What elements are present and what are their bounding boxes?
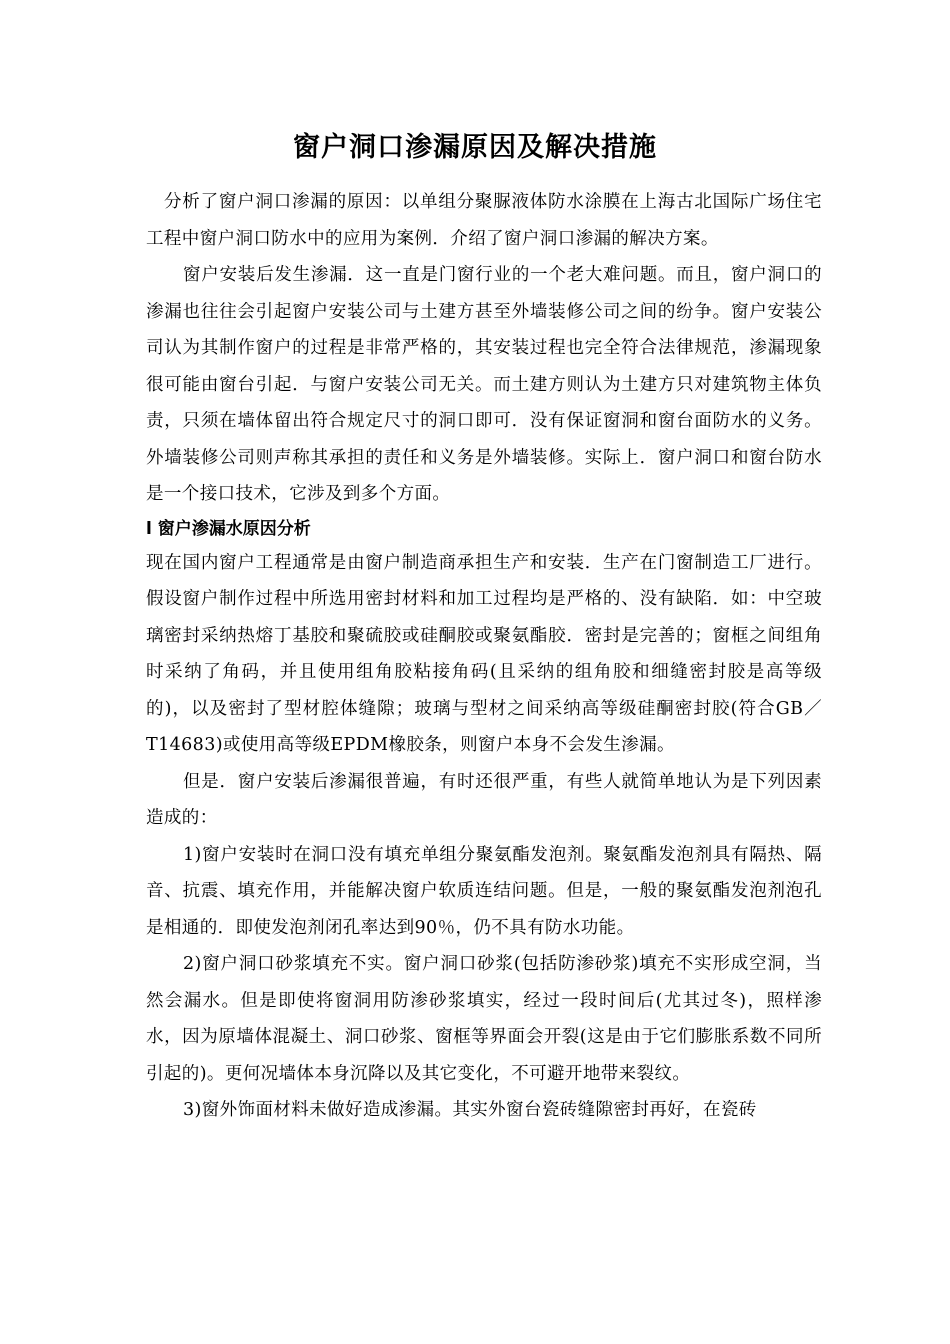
document-title: 窗户洞口渗漏原因及解决措施 (293, 132, 657, 163)
list-item-2: 2)窗户洞口砂浆填充不实。窗户洞口砂浆(包括防渗砂浆)填充不实形成空洞，当然会漏水。但是即使将窗洞用防渗砂浆填实，经过一段时间后(尤其过冬)，照样渗水，因为原墙体混凝土、洞口砂浆、窗框等界面会开裂(这是由于它们膨胀系数不同所引起的)。更何况墙体本身沉降以及其它变化，不可避开地带来裂纹。 (146, 954, 822, 1084)
abstract-paragraph: 分析了窗户洞口渗漏的原因：以单组分聚脲液体防水涂膜在上海古北国际广场住宅工程中窗户洞口防水中的应用为案例．介绍了窗户洞口渗漏的解决方案。 (146, 192, 822, 249)
intro-paragraph: 窗户安装后发生渗漏．这一直是门窗行业的一个老大难问题。而且，窗户洞口的渗漏也往往会引起窗户安装公司与土建方甚至外墙装修公司之间的纷争。窗户安装公司认为其制作窗户的过程是非常严格的，其安装过程也完全符合法律规范，渗漏现象很可能由窗台引起．与窗户安装公司无关。而土建方则认为土建方只对建筑物主体负责，只须在墙体留出符合规定尺寸的洞口即可．没有保证窗洞和窗台面防水的义务。外墙装修公司则声称其承担的责任和义务是外墙装修。实际上．窗户洞口和窗台防水是一个接口技术，它涉及到多个方面。 (146, 265, 822, 504)
list-item-1: 1)窗户安装时在洞口没有填充单组分聚氨酯发泡剂。聚氨酯发泡剂具有隔热、隔音、抗震、填充作用，并能解决窗户软质连结问题。但是，一般的聚氨酯发泡剂泡孔是相通的．即使发泡剂闭孔率达到90％，仍不具有防水功能。 (146, 844, 822, 938)
section-heading: l 窗户渗漏水原因分析 (146, 518, 311, 539)
body-paragraph: 但是．窗户安装后渗漏很普遍，有时还很严重，有些人就简单地认为是下列因素造成的： (146, 771, 822, 828)
body-paragraph: 现在国内窗户工程通常是由窗户制造商承担生产和安装．生产在门窗制造工厂进行。假设窗户制作过程中所选用密封材料和加工过程均是严格的、没有缺陷．如：中空玻璃密封采纳热熔丁基胶和聚硫胶或硅酮胶或聚氨酯胶．密封是完善的；窗框之间组角时采纳了角码，并且使用组角胶粘接角码(且采纳的组角胶和细缝密封胶是高等级的)，以及密封了型材腔体缝隙；玻璃与型材之间采纳高等级硅酮密封胶(符合GB／T14683)或使用高等级EPDM橡胶条，则窗户本身不会发生渗漏。 (146, 552, 822, 755)
document-body (146, 184, 822, 1129)
list-item-3: 3)窗外饰面材料未做好造成渗漏。其实外窗台瓷砖缝隙密封再好，在瓷砖 (183, 1100, 757, 1120)
